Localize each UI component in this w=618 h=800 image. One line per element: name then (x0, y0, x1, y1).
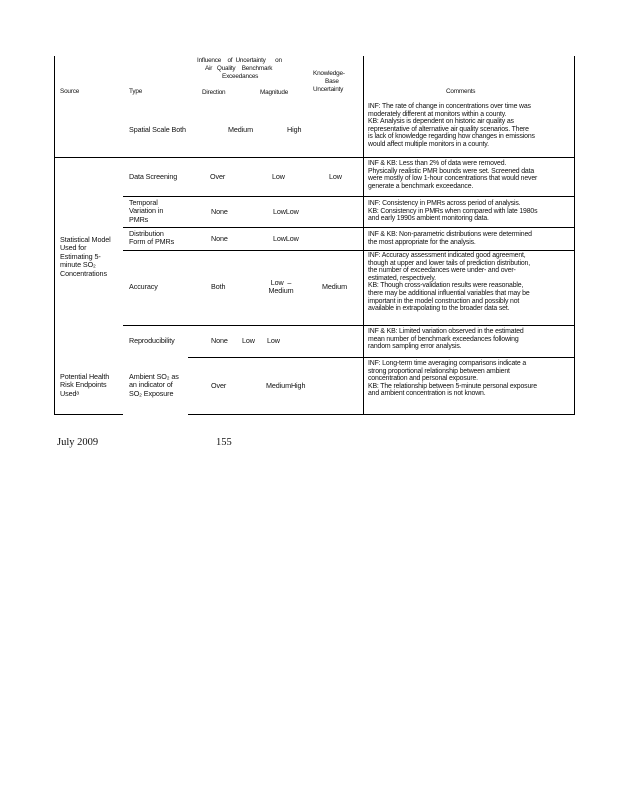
table-left-border (54, 56, 55, 415)
header-influence-line3: Exceedances (222, 73, 259, 80)
header-influence-line1: Influence of Uncertainty on (197, 57, 282, 64)
comment-line: representative of alternative air quality scenarios. There (368, 125, 529, 133)
type-distribution-form (129, 230, 174, 247)
comment-line: and early 1990s ambient monitoring data. (368, 215, 489, 223)
comment-line: INF & KB: Less than 2% of data were removed. (368, 160, 507, 167)
comment-line: KB: Analysis is dependent on historic air quality as (368, 118, 514, 126)
magnitude-data-screening: Low (272, 172, 285, 181)
magnitude-ambient-so2: MediumHigh (266, 381, 306, 390)
magnitude-distribution-form: LowLow (273, 234, 299, 243)
source-potential-health (60, 373, 109, 398)
type-line: Variation in (129, 206, 164, 216)
direction-ambient-so2: Over (211, 381, 227, 390)
row-divider-distribution (123, 250, 575, 251)
header-comments: Comments (446, 88, 476, 95)
comment-line: INF: Consistency in PMRs across period of analysis. (368, 200, 521, 207)
row-divider-reproducibility (188, 357, 575, 358)
type-line: PMRs (129, 214, 149, 224)
comment-line: available in extrapolating to the broader data set. (368, 305, 510, 313)
comment-line: concentration and personal exposure. (368, 375, 478, 383)
comment-line: KB: The relationship between 5-minute personal exposure (368, 382, 537, 390)
footer-date: July 2009 (57, 437, 99, 448)
header-direction: Direction (202, 89, 226, 96)
kb-accuracy: Medium (322, 282, 347, 291)
header-source: Source (60, 88, 80, 95)
comment-line: Physically realistic PMR bounds were set. Screened data (368, 167, 535, 175)
comment-line: the most appropriate for the analysis. (368, 238, 476, 246)
footer-page-number: 155 (216, 437, 232, 448)
comments-column-border (363, 56, 364, 415)
type-line: Ambient SO₂ as (129, 372, 179, 381)
comment-line: there may be additional influential variables that may be (368, 289, 530, 297)
magnitude-spatial-1: Medium (228, 125, 253, 134)
kb-reproducibility: Low (267, 336, 280, 345)
magnitude-reproducibility: Low (242, 336, 255, 345)
comment-line: were mostly of low 1-hour concentrations that would never (368, 175, 538, 183)
comment-line: INF: Long-term time averaging comparisons indicate a (368, 360, 527, 367)
header-magnitude: Magnitude (260, 89, 289, 96)
magnitude-spatial-2: High (287, 125, 302, 134)
comment-temporal-variation (368, 200, 564, 223)
comment-line: INF: The rate of change in concentrations over time was (368, 103, 531, 110)
type-column-gap-line (123, 414, 188, 415)
comment-line: random sampling error analysis. (368, 343, 462, 351)
type-line: Distribution (129, 229, 164, 238)
comment-line: the number of exceedances were under- and over- (368, 267, 516, 275)
type-spatial-scale: Spatial Scale Both (129, 125, 186, 134)
comment-line: is lack of knowledge regarding how changes in emissions (368, 133, 535, 141)
section-divider-top (54, 157, 575, 158)
type-line: an indicator of (129, 380, 173, 390)
source-line: minute SO₂ (60, 260, 96, 270)
header-type: Type (129, 88, 143, 95)
row-divider-screening (123, 196, 575, 197)
source-line: Statistical Model (60, 235, 111, 244)
direction-data-screening: Over (210, 172, 226, 181)
source-line: Risk Endpoints (60, 380, 107, 390)
magnitude-line: Medium (268, 286, 294, 296)
direction-accuracy: Both (211, 282, 226, 291)
source-line: Used for (60, 243, 87, 253)
magnitude-accuracy (266, 279, 296, 296)
comment-line: INF: Accuracy assessment indicated good agreement, (368, 252, 526, 259)
comment-line: important in the model construction and possibly not (368, 297, 520, 305)
comment-distribution-form (368, 231, 564, 246)
type-accuracy: Accuracy (129, 282, 158, 291)
type-temporal-variation (129, 199, 163, 224)
row-divider-accuracy (123, 325, 575, 326)
header-kb-line3: Uncertainty (313, 86, 344, 93)
type-reproducibility: Reproducibility (129, 336, 175, 345)
magnitude-temporal-variation: LowLow (273, 207, 299, 216)
table-right-border (574, 56, 575, 415)
type-ambient-so2 (129, 373, 179, 398)
comment-line: though at upper and lower tails of prediction distribution, (368, 259, 530, 267)
source-statistical-model (60, 236, 111, 278)
comment-spatial (368, 103, 564, 149)
type-line: SO₂ Exposure (129, 388, 174, 398)
comment-line: would affect multiple monitors in a county. (368, 140, 489, 148)
kb-data-screening: Low (329, 172, 342, 181)
magnitude-line: Low – (270, 278, 292, 287)
type-line: Form of PMRs (129, 237, 175, 247)
direction-reproducibility: None (211, 336, 228, 345)
source-line: Concentrations (60, 268, 107, 278)
comment-reproducibility (368, 328, 564, 351)
comment-line: generate a benchmark exceedance. (368, 182, 474, 190)
source-line: Estimating 5- (60, 251, 101, 261)
comment-line: INF & KB: Limited variation observed in the estimated (368, 328, 524, 335)
comment-line: mean number of benchmark exceedances following (368, 335, 519, 343)
type-data-screening: Data Screening (129, 172, 178, 181)
comment-accuracy (368, 252, 564, 313)
direction-temporal-variation: None (211, 207, 228, 216)
comment-line: estimated, respectively. (368, 274, 436, 282)
header-kb-line2: Base (325, 78, 339, 85)
header-influence-line2: Air Quality Benchmark (205, 65, 273, 72)
row-divider-temporal (123, 227, 575, 228)
comment-line: moderately different at monitors within a county. (368, 110, 507, 118)
comment-ambient-so2 (368, 360, 564, 398)
comment-line: and ambient concentration is not known. (368, 390, 486, 398)
comment-data-screening (368, 160, 564, 190)
comment-line: KB: Though cross-validation results were reasonable, (368, 282, 524, 290)
comment-line: INF & KB: Non-parametric distributions were determined (368, 231, 532, 238)
header-kb-line1: Knowledge- (313, 70, 345, 77)
direction-distribution-form: None (211, 234, 228, 243)
source-line: Potential Health (60, 372, 110, 381)
comment-line: KB: Consistency in PMRs when compared with late 1980s (368, 207, 538, 215)
source-line: Usedᵃ (60, 388, 79, 398)
comment-line: strong proportional relationship between ambient (368, 367, 510, 375)
type-line: Temporal (129, 198, 158, 207)
